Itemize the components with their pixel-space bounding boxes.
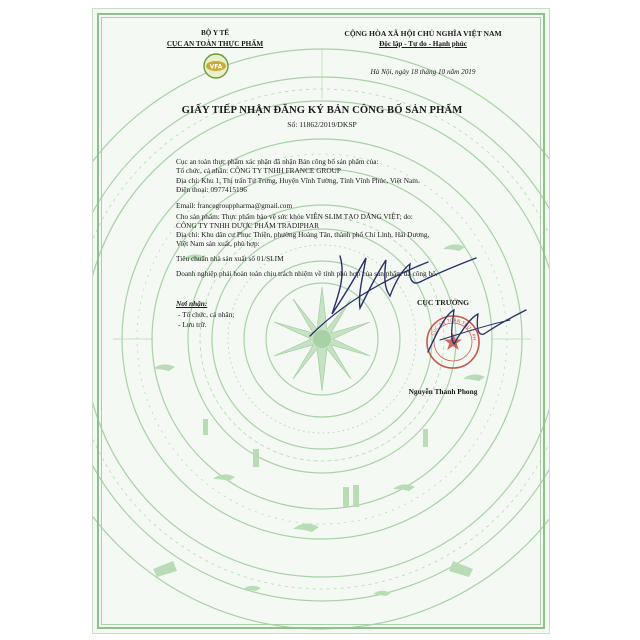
vfa-logo-text: VFA: [209, 63, 223, 71]
body-line-intro: Cục an toàn thực phẩm xác nhận đã nhận Bản công bố sản phẩm của:: [176, 157, 379, 166]
recipients-heading: Nơi nhận:: [176, 299, 208, 308]
document-number: Số: 11862/2019/DKSP: [287, 120, 357, 129]
signer-name: Nguyễn Thanh Phong: [408, 387, 478, 396]
body-line-address: Địa chỉ: Khu 1, Thị trấn Tứ Trưng, Huyện Vĩnh Tường, Tỉnh Vĩnh Phúc, Việt Nam.: [176, 176, 420, 185]
agency-name: CỤC AN TOÀN THỰC PHẨM: [166, 40, 264, 48]
body-line-produced: Việt Nam sản xuất, phù hợp:: [176, 239, 260, 248]
body-line-manufacturer: CÔNG TY TNHH DƯỢC PHẨM TRADIPHAR: [176, 221, 320, 230]
body-line-manufacturer-address: Địa chỉ: Khu dân cư Phục Thiện, phường Hoàng Tân, thành phố Chí Linh, Hải Dương,: [176, 230, 430, 239]
recipient-item: - Lưu trữ.: [178, 320, 207, 329]
issue-date: Hà Nội, ngày 18 tháng 10 năm 2019: [370, 68, 476, 76]
body-line-responsibility: Doanh nghiệp phải hoàn toàn chịu trách nhiệm về tính phù hợp của sản phẩm đã công bố.: [176, 269, 438, 278]
stamp-text: CỤC AN TOÀN THỰC PH: [431, 318, 476, 341]
body-line-product: Cho sản phẩm: Thực phẩm bảo vệ sức khỏe VIÊN SLIM TẠO DÁNG VIỆT; do:: [176, 212, 413, 221]
director-signature: [420, 300, 530, 360]
national-motto: Độc lập - Tự do - Hạnh phúc: [379, 40, 467, 48]
body-line-organization: Tổ chức, cá nhân: CÔNG TY TNHH FRANCE GROUP: [176, 166, 341, 175]
ministry-name: BỘ Y TẾ: [200, 29, 230, 37]
body-line-phone: Điện thoại: 0977415196: [176, 185, 247, 194]
body-line-standard: Tiêu chuẩn nhà sản xuất số 01/SLIM: [176, 254, 284, 263]
vfa-logo: [203, 53, 229, 79]
signer-title: CỤC TRƯỞNG: [416, 298, 470, 307]
country-name: CỘNG HÒA XÃ HỘI CHỦ NGHĨA VIỆT NAM: [344, 29, 502, 38]
recipient-item: - Tổ chức, cá nhân;: [178, 310, 235, 319]
body-line-email: Email: francegrouppharma@gmail.com: [176, 201, 293, 210]
page-margin: [0, 0, 92, 640]
document-title: GIẤY TIẾP NHẬN ĐĂNG KÝ BẢN CÔNG BỐ SẢN PHẨM: [181, 105, 463, 116]
